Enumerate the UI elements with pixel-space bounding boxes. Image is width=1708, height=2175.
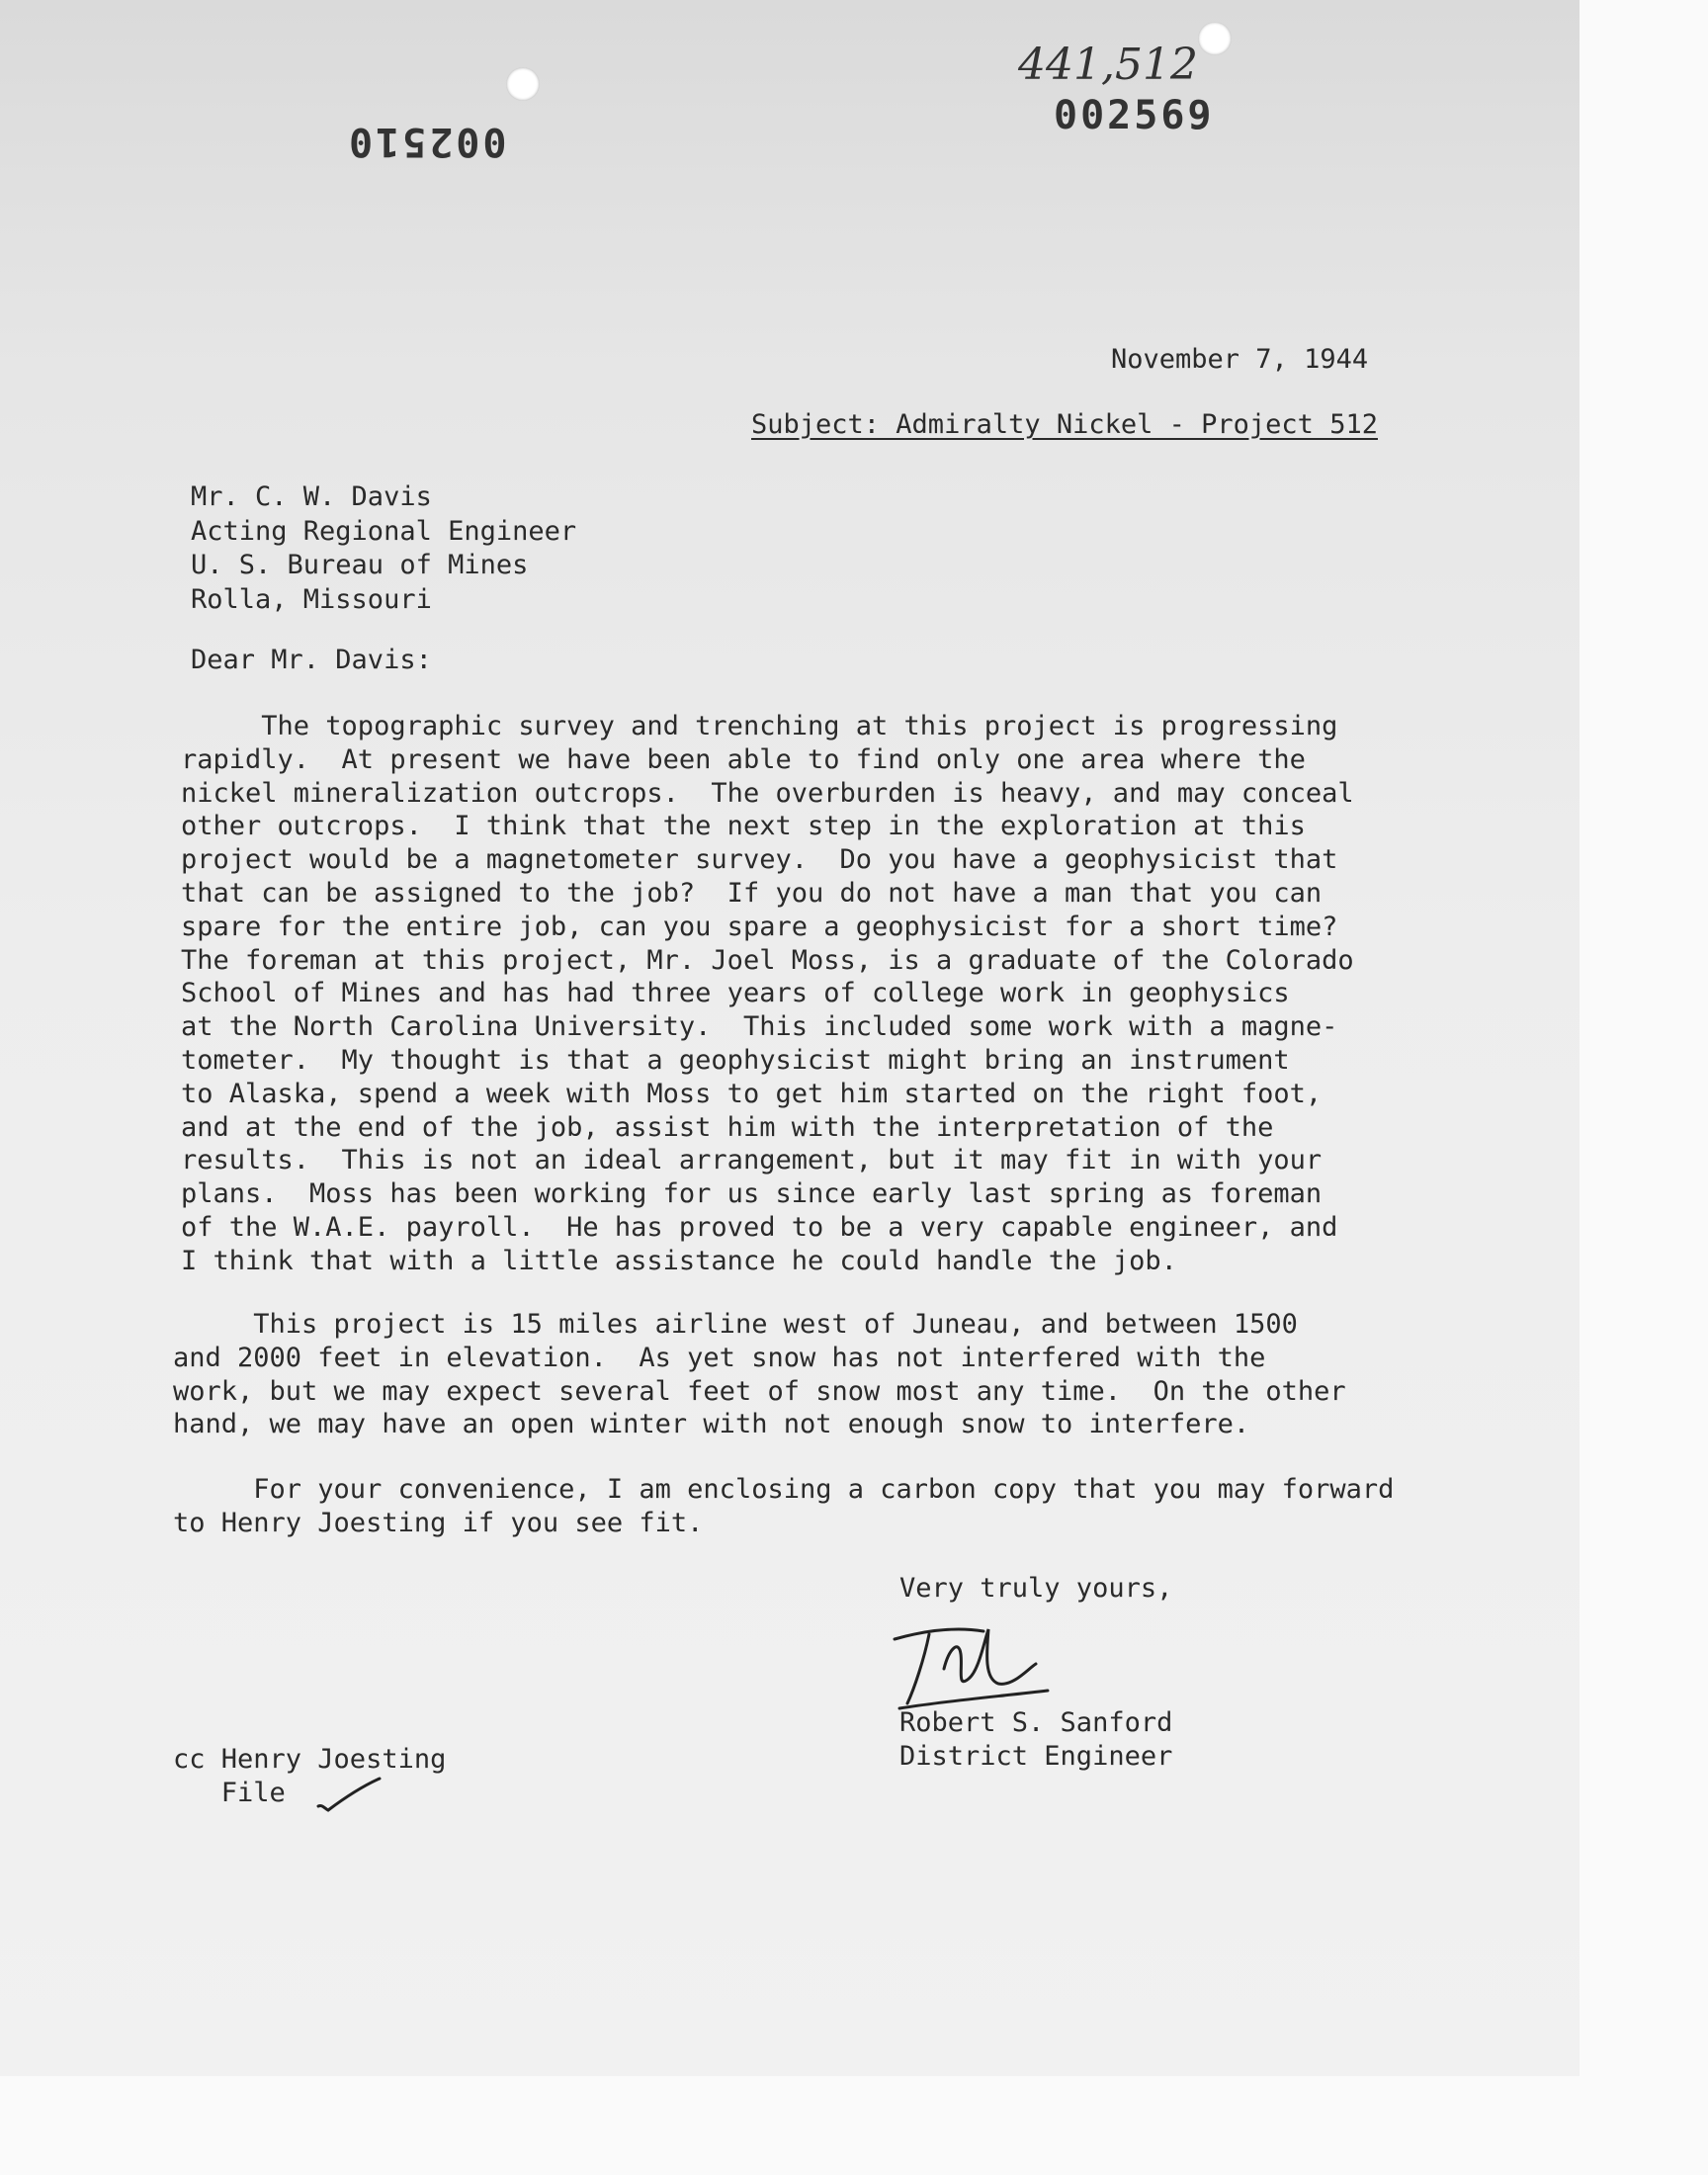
letter-date: November 7, 1944: [1111, 344, 1369, 375]
handwritten-signature: [890, 1610, 1058, 1718]
address-line: Rolla, Missouri: [191, 583, 432, 615]
punch-hole: [506, 67, 540, 101]
text-line: School of Mines and has had three years of college work in geophysics: [181, 978, 1290, 1009]
mirrored-document-number: 002510: [346, 119, 507, 164]
text-line: rapidly. At present we have been able to find only one area where the: [181, 743, 1306, 775]
text-line: tometer. My thought is that a geophysicist might bring an instrument: [181, 1044, 1290, 1076]
salutation: Dear Mr. Davis:: [191, 645, 432, 675]
document-number: 002569: [1054, 93, 1215, 138]
text-line: of the W.A.E. payroll. He has proved to be a very capable engineer, and: [181, 1211, 1338, 1243]
signer-title: District Engineer: [899, 1741, 1173, 1772]
text-line: This project is 15 miles airline west of Juneau, and between 1500: [173, 1309, 1298, 1340]
signer-name: Robert S. Sanford: [899, 1707, 1173, 1738]
text-line: and 2000 feet in elevation. As yet snow has not interfered with the: [173, 1342, 1266, 1373]
text-line: For your convenience, I am enclosing a carbon copy that you may forward: [173, 1474, 1395, 1505]
punch-hole: [1198, 22, 1232, 55]
text-line: to Henry Joesting if you see fit.: [173, 1507, 704, 1538]
carbon-copy-block: [173, 1743, 446, 1810]
text-line: to Alaska, spend a week with Moss to get him started on the right foot,: [181, 1078, 1323, 1109]
text-line: The topographic survey and trenching at this project is progressing: [181, 711, 1338, 741]
text-line: plans. Moss has been working for us since early last spring as foreman: [181, 1178, 1323, 1210]
text-line: results. This is not an ideal arrangement, but it may fit in with your: [181, 1145, 1323, 1176]
subject-line: Subject: Admiralty Nickel - Project 512: [751, 409, 1378, 440]
text-line: project would be a magnetometer survey. Do you have a geophysicist that: [181, 844, 1338, 876]
file-line: File: [173, 1778, 286, 1808]
address-line: U. S. Bureau of Mines: [191, 550, 529, 580]
address-line: Mr. C. W. Davis: [191, 481, 432, 512]
complimentary-close: Very truly yours,: [899, 1573, 1173, 1604]
text-line: that can be assigned to the job? If you do not have a man that you can: [181, 877, 1323, 909]
handwritten-reference: 441,512: [1018, 40, 1198, 90]
text-line: work, but we may expect several feet of snow most any time. On the other: [173, 1375, 1346, 1407]
text-line: hand, we may have an open winter with not enough snow to interfere.: [173, 1409, 1250, 1440]
text-line: and at the end of the job, assist him with the interpretation of the: [181, 1111, 1274, 1143]
text-line: other outcrops. I think that the next step in the exploration at this: [181, 811, 1306, 842]
recipient-address: [191, 480, 576, 617]
cc-line: cc Henry Joesting: [173, 1744, 447, 1775]
body-paragraph-2: [173, 1308, 1346, 1441]
address-line: Acting Regional Engineer: [191, 515, 577, 547]
body-paragraph-3: [173, 1473, 1394, 1540]
body-paragraph-1: [181, 710, 1354, 1278]
check-mark-icon: [314, 1775, 384, 1814]
text-line: at the North Carolina University. This included some work with a magne-: [181, 1011, 1338, 1043]
text-line: The foreman at this project, Mr. Joel Moss, is a graduate of the Colorado: [181, 944, 1354, 976]
text-line: spare for the entire job, can you spare a geophysicist for a short time?: [181, 911, 1338, 942]
text-line: nickel mineralization outcrops. The overburden is heavy, and may conceal: [181, 777, 1354, 809]
scanner-margin-bottom: [0, 2076, 1580, 2175]
text-line: I think that with a little assistance he could handle the job.: [181, 1245, 1177, 1276]
scanner-margin-right: [1580, 0, 1708, 2175]
